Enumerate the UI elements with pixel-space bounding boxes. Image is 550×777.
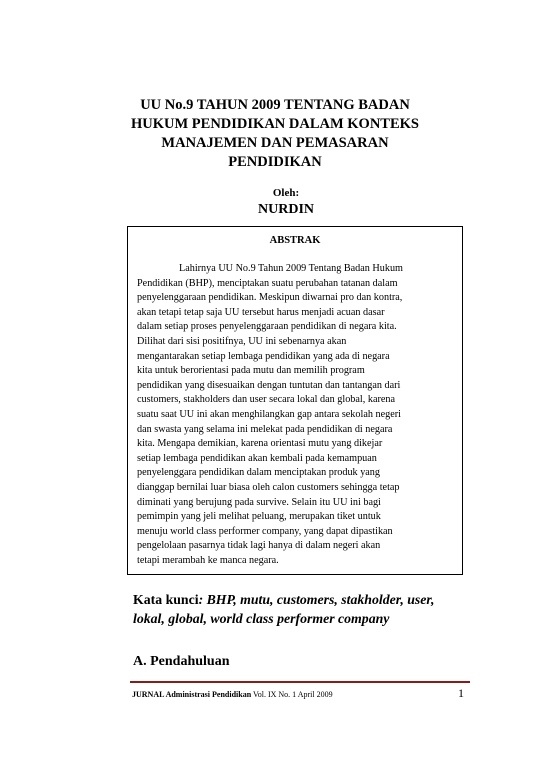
abstract-line: pemimpin yang jeli melihat peluang, merupakan tiket untuk bbox=[137, 511, 381, 523]
title-line: MANAJEMEN DAN PEMASARAN bbox=[161, 135, 389, 151]
keywords-line bbox=[133, 590, 463, 609]
keywords bbox=[133, 590, 463, 628]
abstract-line: dianggap bernilai luar biasa oleh calon customers sehingga tetap bbox=[137, 481, 400, 493]
title-line: HUKUM PENDIDIKAN DALAM KONTEKS bbox=[131, 116, 419, 132]
abstract-line: menuju world class performer company, yang dapat dipastikan bbox=[137, 525, 393, 537]
abstract-line: diminati yang berujung pada survive. Selain itu UU ini bagi bbox=[137, 496, 381, 508]
footer-journal-info bbox=[132, 690, 333, 699]
byline-label: Oleh: bbox=[272, 187, 300, 199]
abstract-line: penyelenggaraan pendidikan. Meskipun diwarnai pro dan kontra, bbox=[137, 292, 403, 304]
abstract-line: Dilihat dari sisi positifnya, UU ini sebenarnya akan bbox=[137, 335, 347, 347]
abstract-line: kita. Mengapa demikian, karena orientasi mutu yang dikejar bbox=[137, 438, 383, 450]
page-number: 1 bbox=[458, 686, 464, 700]
abstract-line: dan swasta yang selama ini melekat pada pendidikan di negara bbox=[137, 423, 393, 435]
author-name: NURDIN bbox=[258, 202, 314, 217]
section-heading: A. Pendahuluan bbox=[133, 654, 230, 669]
abstract-heading: ABSTRAK bbox=[269, 235, 321, 246]
keywords-values: : BHP, mutu, customers, stakholder, user, bbox=[198, 592, 435, 607]
footer-rule bbox=[130, 681, 470, 683]
abstract-line: tetapi merambah ke manca negara. bbox=[137, 554, 279, 566]
title-line: PENDIDIKAN bbox=[228, 154, 322, 170]
keywords-values: lokal, global, world class performer company bbox=[133, 611, 390, 626]
abstract-body bbox=[137, 262, 455, 568]
paper-title bbox=[120, 96, 430, 172]
abstract-line: kita untuk berorientasi pada mutu dan memilih program bbox=[137, 365, 365, 377]
keywords-label: Kata kunci bbox=[133, 592, 199, 607]
abstract-line: Pendidikan (BHP), menciptakan suatu perubahan tatanan dalam bbox=[137, 277, 398, 289]
abstract-line: dalam setiap proses penyelenggaraan pendidikan di negara kita. bbox=[137, 321, 397, 333]
title-line: UU No.9 TAHUN 2009 TENTANG BADAN bbox=[140, 97, 410, 113]
abstract-line: penyelenggara pendidikan dalam menciptakan produk yang bbox=[137, 467, 380, 479]
abstract-line: pengelolaan pasarnya tidak lagi hanya di dalam negeri akan bbox=[137, 540, 381, 552]
journal-name: JURNAL Administrasi Pendidikan bbox=[132, 690, 252, 699]
abstract-line: setiap lembaga pendidikan akan kembali pada kemampuan bbox=[137, 452, 377, 464]
journal-issue: Vol. IX No. 1 April 2009 bbox=[251, 690, 333, 699]
abstract-line: akan tetapi tetap saja UU tersebut harus menjadi acuan dasar bbox=[137, 306, 385, 318]
abstract-line: pendidikan yang disesuaikan dengan tuntutan dan tantangan dari bbox=[137, 379, 401, 391]
abstract-box bbox=[127, 226, 463, 575]
abstract-line: Lahirnya UU No.9 Tahun 2009 Tentang Badan Hukum bbox=[179, 263, 403, 274]
abstract-line: mengantarakan setiap lembaga pendidikan yang ada di negara bbox=[137, 350, 390, 362]
abstract-line: suatu saat UU ini akan menghilangkan gap antara sekolah negeri bbox=[137, 408, 401, 420]
abstract-line: customers, stakholders dan user secara lokal dan global, karena bbox=[137, 394, 395, 406]
